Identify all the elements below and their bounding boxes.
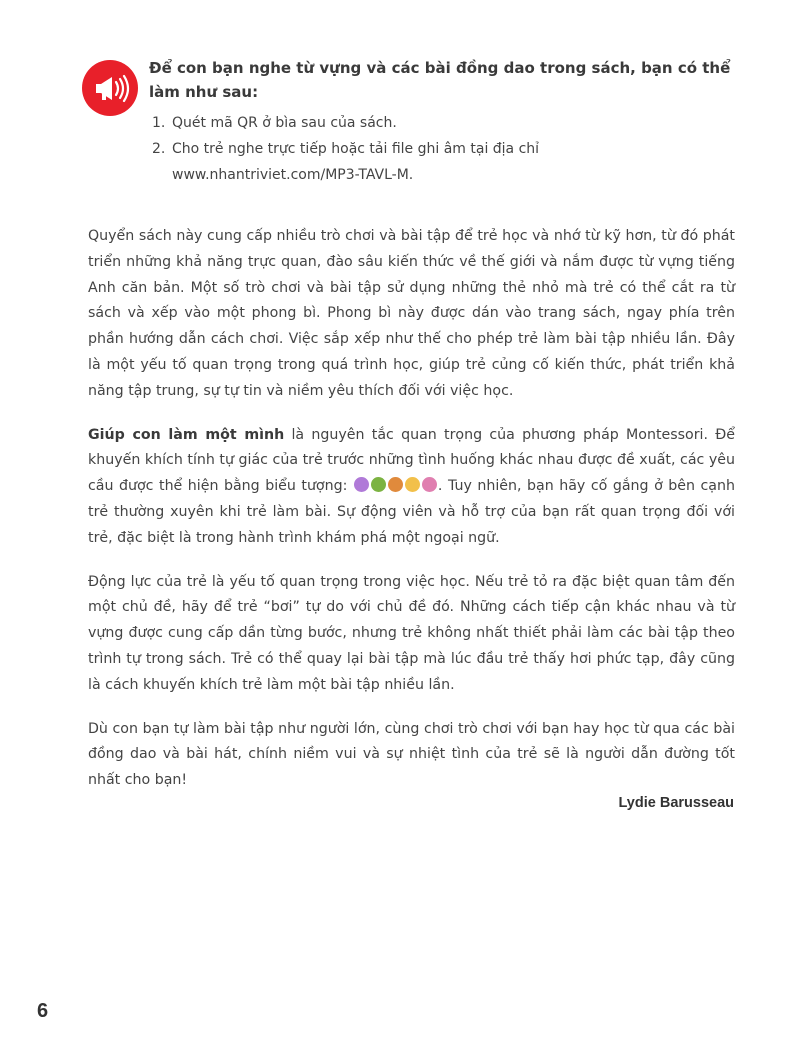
page-number: 6 <box>37 1000 49 1022</box>
intro-body <box>88 224 735 812</box>
notice-text: Để con bạn nghe từ vựng và các bài đồng dao trong sách, bạn có thể làm như sau: <box>149 59 731 101</box>
paragraph <box>88 423 735 552</box>
scissors-icon <box>388 477 403 492</box>
pencil-icon <box>422 477 437 492</box>
audio-url-link[interactable]: www.nhantriviet.com/MP3-TAVL-M. <box>172 167 414 183</box>
glue-icon <box>405 477 420 492</box>
paragraph-text: . Tuy nhiên, bạn hãy cố gắng ở bên cạnh trẻ thường xuyên khi trẻ làm bài. Sự động viên và hỗ trợ của bạn rất quan trọng đối với trẻ, đặc biệt là trong hành trình khám phá một ngoại ngữ. <box>88 478 735 546</box>
hand-icon <box>354 477 369 492</box>
list-number: 1. <box>152 115 166 131</box>
bold-phrase: Giúp con làm một mình <box>88 426 285 443</box>
paragraph: Dù con bạn tự làm bài tập như người lớn, cùng chơi trò chơi với bạn hay học từ qua các bài đồng dao và bài hát, chính niềm vui và sự nhiệt tình của trẻ sẽ là người dẫn đường tốt nhất cho bạn! <box>88 720 735 789</box>
list-item-text: Quét mã QR ở bìa sau của sách. <box>172 115 397 131</box>
list-item-text: Cho trẻ nghe trực tiếp hoặc tải file ghi âm tại địa chỉ <box>172 141 540 157</box>
notice-list <box>152 110 742 188</box>
paragraph-text: là nguyên tắc quan trọng của phương pháp Montessori. Để khuyến khích tính tự giác của trẻ trước những tình huống khác nhau được đề xuất, các yêu cầu được thể hiện bằng biểu tượng: <box>88 426 735 495</box>
megaphone-icon <box>82 60 138 116</box>
list-number: 2. <box>152 141 166 157</box>
list-item <box>152 136 742 188</box>
list-item <box>152 110 742 136</box>
author-signature: Lydie Barusseau <box>618 795 734 811</box>
question-icon <box>371 477 386 492</box>
paragraph: Động lực của trẻ là yếu tố quan trọng trong việc học. Nếu trẻ tỏ ra đặc biệt quan tâm đến một chủ đề, hãy để trẻ “bơi” tự do với chủ đề đó. Những cách tiếp cận khác nhau và từ vựng được cung cấp dần từng bước, nhưng trẻ không nhất thiết phải làm các bài tập theo trình tự trong sách. Trẻ có thể quay lại bài tập mà lúc đầu trẻ thấy hơi phức tạp, đây cũng là cách khuyến khích trẻ làm một bài tập nhiều lần. <box>88 573 735 693</box>
audio-notice <box>82 56 742 188</box>
paragraph: Quyển sách này cung cấp nhiều trò chơi và bài tập để trẻ học và nhớ từ kỹ hơn, từ đó phát triển những khả năng trực quan, đào sâu kiến thức về thế giới và nắm được từ vựng tiếng Anh căn bản. Một số trò chơi và bài tập sử dụng những thẻ nhỏ mà trẻ có thể cắt ra từ sách và xếp vào một phong bì. Phong bì này được dán vào trang sách, ngay phía trên phần hướng dẫn cách chơi. Việc sắp xếp như thế cho phép trẻ làm bài tập nhiều lần. Đây là một yếu tố quan trọng trong quá trình học, giúp trẻ củng cố kiến thức, phát triển khả năng tập trung, sự tự tin và niềm yêu thích đối với việc học. <box>88 228 735 399</box>
